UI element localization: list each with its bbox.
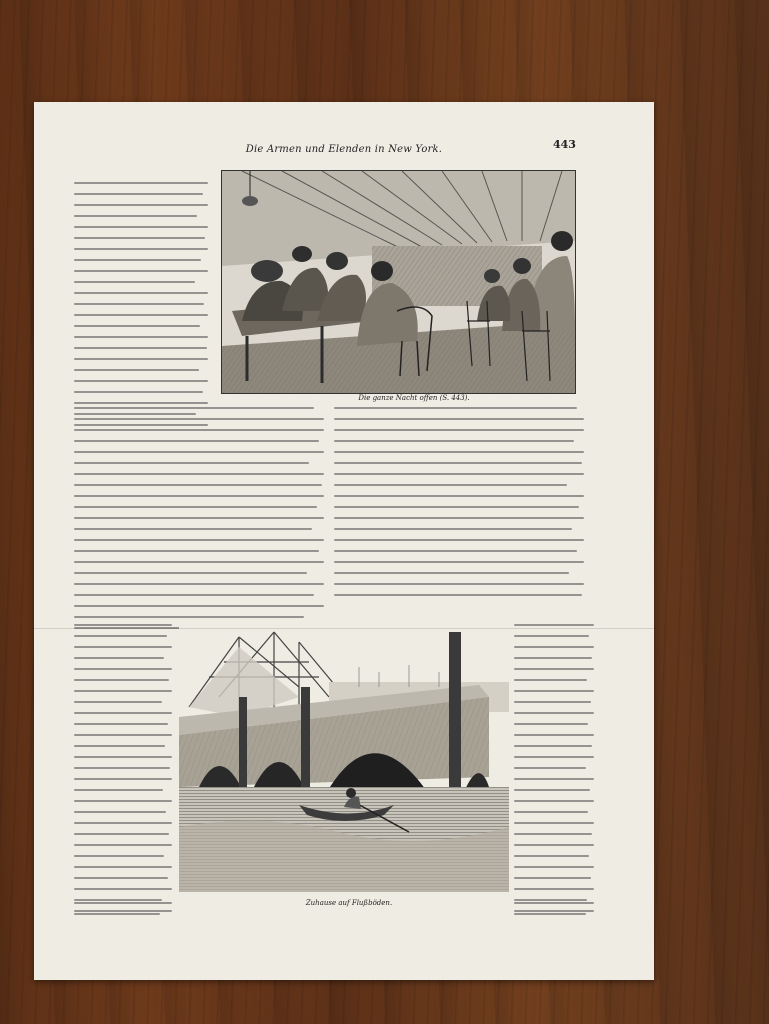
text-column-right-middle: [334, 407, 584, 605]
illustration-lodging-house: [221, 170, 576, 394]
paper-fold-line: [34, 628, 654, 629]
caption-bridge: Zuhause auf Flußböden.: [305, 899, 393, 907]
magazine-page: [34, 102, 654, 980]
text-column-right-bottom: [514, 624, 594, 921]
text-column-left-middle: [74, 407, 324, 638]
page-number: 443: [553, 138, 576, 151]
caption-lodging-house: Die ganze Nacht offen (S. 443).: [358, 394, 470, 402]
illustration-bridge: [179, 627, 509, 892]
text-column-right-footer: [514, 902, 594, 924]
text-column-left-footer: [74, 902, 172, 924]
text-column-left-top: [74, 182, 208, 435]
text-column-left-bottom: [74, 624, 172, 921]
running-head: Die Armen und Elenden in New York.: [245, 144, 443, 155]
